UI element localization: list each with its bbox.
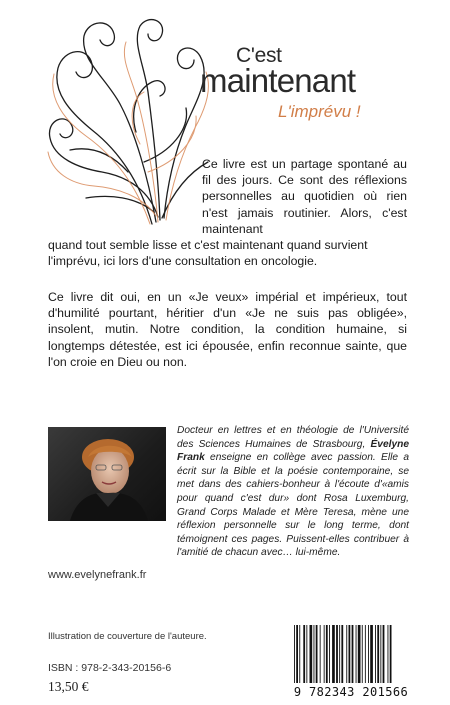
price-label: 13,50 €	[48, 679, 89, 694]
barcode-number: 9 782343 201566	[293, 685, 409, 699]
title-line-1: C'est	[236, 44, 282, 67]
author-bio	[177, 424, 409, 560]
author-name: Évelyne Frank	[177, 438, 409, 464]
barcode-icon	[284, 625, 418, 683]
cover-credit: Illustration de couverture de l'auteure.	[48, 631, 207, 642]
author-photo	[48, 427, 166, 521]
swirl-illustration	[40, 12, 215, 227]
barcode-panel	[284, 611, 418, 705]
blurb-paragraph-2: Ce livre dit oui, en un «Je veux» impérial et impérieux, tout d'humilité pourtant, héritier d'un «Je ne suis pas obligée», insolent, mutin. Notre condition, la condition humaine, si longtemps détestée, est ici épousée, enfin reconnue sainte, que l'on croie en Dieu ou non.	[48, 290, 407, 369]
author-website-link[interactable]: www.evelynefrank.fr	[48, 569, 147, 581]
author-bio-end: enseigne en collège avec passion. Elle a écrit sur la Bible et la poésie contemporaine, se met dans des cahiers-bonheur à l'écoute d'«amis pour quand c'est dur» dont Rosa Luxemburg, Grand Corps Malade et Mère Teresa, mène une réflexion personnelle sur le long terme, dont témoignent ces pages. Puissent-elles contribuer à l'amitié de chacun avec… lui-même.	[177, 452, 409, 559]
author-portrait-image	[48, 427, 166, 521]
author-bio-start: Docteur en lettres et en théologie de l'Université des Sciences Humaines de Strasbourg,	[177, 425, 409, 450]
title-line-2: maintenant	[200, 62, 356, 99]
blurb-paragraph-1-continued: quand tout semble lisse et c'est maintenant quand survient l'imprévu, ici lors d'une consultation en oncologie.	[48, 238, 368, 269]
blurb-paragraph-1-right: Ce livre est un partage spontané au fil des jours. Ce sont des réflexions personnelles au quotidien où rien n'est jamais routinier. Alors, c'est maintenant	[202, 157, 407, 236]
book-subtitle: L'imprévu !	[278, 102, 361, 121]
isbn-label: ISBN : 978-2-343-20156-6	[48, 662, 172, 674]
